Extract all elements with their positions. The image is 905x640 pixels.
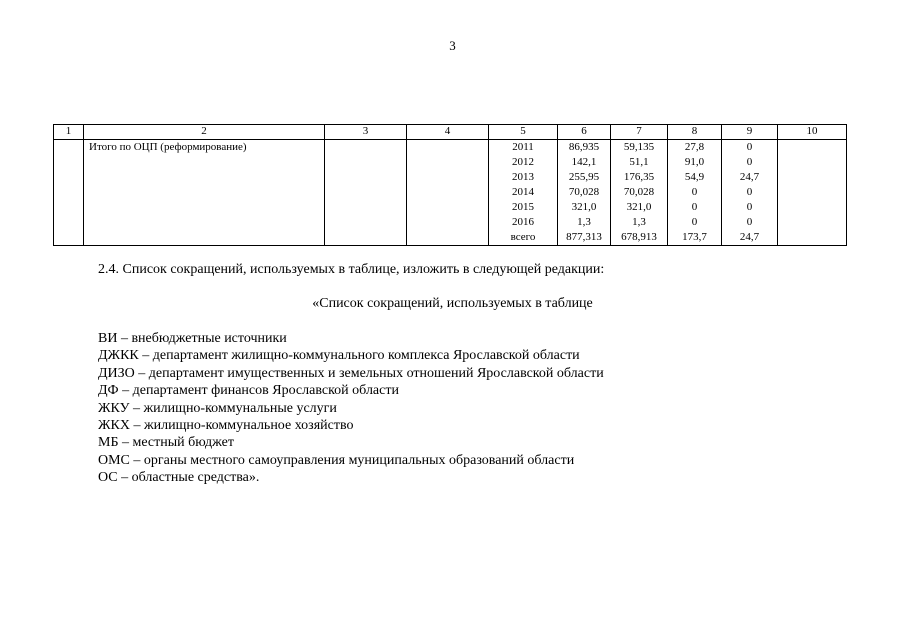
year-value: 2014 (512, 186, 534, 198)
header-cell: 5 (489, 125, 558, 140)
year-value: 2012 (512, 156, 534, 168)
col8-value: 173,7 (682, 231, 707, 243)
header-cell: 7 (611, 125, 668, 140)
list-item: ОМС – органы местного самоуправления муниципальных образований области (98, 452, 575, 468)
col6-value: 86,935 (568, 141, 600, 153)
col9-value: 0 (746, 216, 753, 228)
page-number: 3 (449, 38, 456, 53)
col6-value: 877,313 (566, 231, 602, 243)
col9-value: 0 (746, 156, 753, 168)
col6-value: 255,95 (568, 171, 600, 183)
col6-value: 142,1 (571, 156, 597, 168)
list-item: ЖКХ – жилищно-коммунальное хозяйство (98, 417, 354, 433)
col6-value: 70,028 (568, 186, 600, 198)
col9-value: 24,7 (739, 231, 760, 243)
year-value: 2013 (512, 171, 534, 183)
empty-cell (325, 140, 407, 246)
intro-paragraph: 2.4. Список сокращений, используемых в таблице, изложить в следующей редакции: (98, 262, 605, 277)
col7-cell (611, 140, 668, 246)
col7-value: 70,028 (623, 186, 655, 198)
col7-value: 321,0 (626, 201, 652, 213)
table-row (54, 140, 847, 246)
year-value: всего (510, 231, 536, 243)
col7-value: 1,3 (632, 216, 646, 228)
abbreviation-list (98, 330, 604, 487)
col9-value: 0 (746, 201, 753, 213)
col7-value: 51,1 (629, 156, 649, 168)
list-item: ДЖКК – департамент жилищно-коммунального комплекса Ярославской области (98, 348, 580, 364)
year-value: 2015 (512, 201, 534, 213)
col7-value: 176,35 (623, 171, 655, 183)
list-item: ДФ – департамент финансов Ярославской области (98, 383, 399, 399)
row-number-cell (54, 140, 84, 246)
col8-value: 91,0 (684, 156, 705, 168)
col9-value: 0 (746, 186, 753, 198)
empty-cell (778, 140, 847, 246)
header-cell: 9 (722, 125, 778, 140)
col8-value: 27,8 (684, 141, 705, 153)
table-header-row (54, 125, 847, 140)
col6-value: 321,0 (571, 201, 597, 213)
list-item: ОС – областные средства». (98, 470, 260, 486)
header-cell: 4 (407, 125, 489, 140)
col8-value: 0 (691, 201, 698, 213)
header-cell: 1 (54, 125, 84, 140)
col9-value: 24,7 (739, 171, 760, 183)
col7-value: 59,135 (623, 141, 655, 153)
empty-cell (407, 140, 489, 246)
list-item: ДИЗО – департамент имущественных и земельных отношений Ярославской области (98, 365, 604, 381)
col7-value: 678,913 (621, 231, 657, 243)
list-item: ЖКУ – жилищно-коммунальные услуги (98, 400, 337, 416)
col8-value: 54,9 (684, 171, 705, 183)
col8-value: 0 (691, 216, 698, 228)
header-cell: 2 (84, 125, 325, 140)
row-label: Итого по ОЦП (реформирование) (89, 141, 247, 153)
list-item: ВИ – внебюджетные источники (98, 331, 287, 346)
col8-value: 0 (691, 186, 698, 198)
header-cell: 10 (778, 125, 847, 140)
summary-table (53, 124, 847, 246)
col8-cell (668, 140, 722, 246)
list-title: «Список сокращений, используемых в таблице (312, 296, 593, 311)
list-item: МБ – местный бюджет (98, 435, 234, 451)
col9-value: 0 (746, 141, 753, 153)
header-cell: 8 (668, 125, 722, 140)
header-cell: 3 (325, 125, 407, 140)
col6-value: 1,3 (577, 216, 591, 228)
year-value: 2011 (512, 141, 534, 153)
years-cell (489, 140, 558, 246)
row-label-cell (84, 140, 325, 246)
header-cell: 6 (558, 125, 611, 140)
year-value: 2016 (512, 216, 534, 228)
col9-cell (722, 140, 778, 246)
col6-cell (558, 140, 611, 246)
